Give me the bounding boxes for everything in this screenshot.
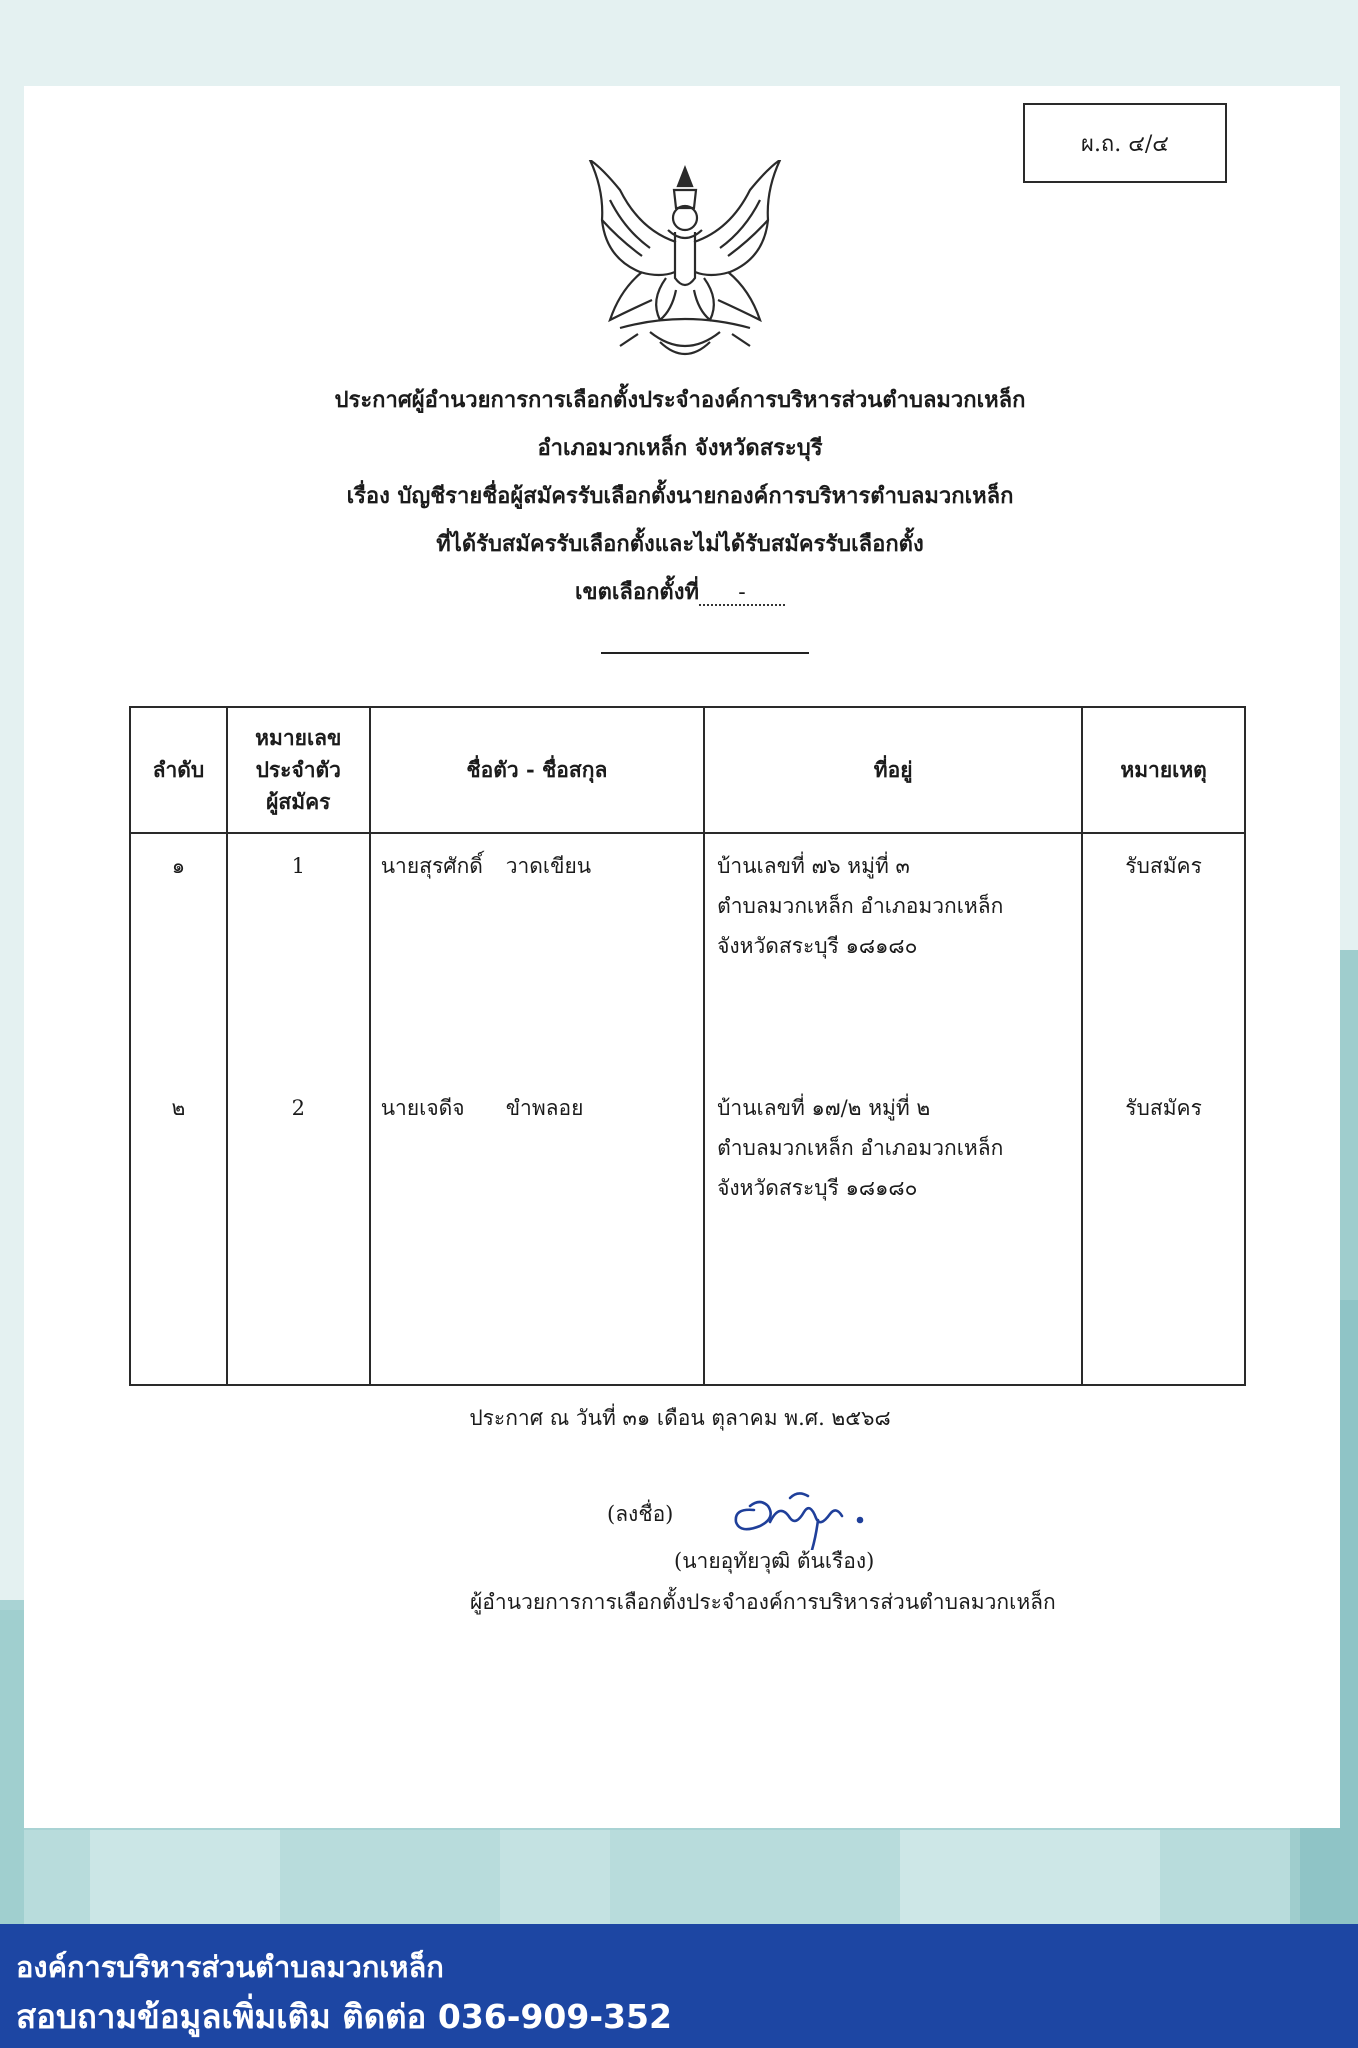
table-header-row: [130, 707, 1245, 833]
address-line: บ้านเลขที่ ๗๖ หมู่ที่ ๓: [717, 854, 910, 878]
header-line-4: ที่ได้รับสมัครรับเลือกตั้งและไม่ได้รับสมัครรับเลือกตั้ง: [436, 531, 924, 557]
table-row: [130, 833, 1245, 1076]
address-line: ตำบลมวกเหล็ก อำเภอมวกเหล็ก: [717, 894, 1004, 918]
col-number-line-3: ผู้สมัคร: [266, 789, 331, 814]
header-line-2: อำเภอมวกเหล็ก จังหวัดสระบุรี: [537, 435, 823, 461]
col-remark: หมายเหตุ: [1082, 707, 1245, 833]
signer-title: ผู้อำนวยการการเลือกตั้งประจำองค์การบริหารส่วนตำบลมวกเหล็ก: [470, 1590, 1056, 1614]
footer-org-name: องค์การบริหารส่วนตำบลมวกเหล็ก: [16, 1950, 444, 1984]
district-value: -: [699, 582, 785, 606]
signer-name: (นายอุทัยวุฒิ ต้นเรือง): [674, 1549, 875, 1573]
divider: [601, 652, 809, 654]
cell-number: 1: [227, 833, 370, 1076]
handwritten-signature: [720, 1480, 890, 1550]
signature-label: (ลงชื่อ): [607, 1502, 674, 1526]
cell-name: [370, 1076, 704, 1385]
cell-number: 2: [227, 1076, 370, 1385]
header-line-1: ประกาศผู้อำนวยการการเลือกตั้งประจำองค์การบริหารส่วนตำบลมวกเหล็ก: [334, 387, 1026, 413]
cell-address: [704, 833, 1082, 1076]
address-line: ตำบลมวกเหล็ก อำเภอมวกเหล็ก: [717, 1136, 1004, 1160]
announcement-date: ประกาศ ณ วันที่ ๓๑ เดือน ตุลาคม พ.ศ. ๒๕๖๘: [469, 1406, 891, 1430]
first-name: นายเจดีจ: [380, 1096, 465, 1120]
col-number: [227, 707, 370, 833]
header-subject: เรื่อง บัญชีรายชื่อผู้สมัครรับเลือกตั้งนายกองค์การบริหารตำบลมวกเหล็ก: [346, 483, 1014, 509]
cell-order: ๒: [130, 1076, 227, 1385]
col-number-line-1: หมายเลข: [255, 725, 342, 750]
cell-order: ๑: [130, 833, 227, 1076]
table-row: [130, 1076, 1245, 1385]
garuda-emblem-icon: [580, 160, 790, 368]
first-name: นายสุรศักดิ์: [380, 854, 483, 878]
last-name: ขำพลอย: [505, 1096, 584, 1120]
col-number-line-2: ประจำตัว: [255, 757, 341, 782]
cell-name: [370, 833, 704, 1076]
address-line: จังหวัดสระบุรี ๑๘๑๘๐: [717, 1176, 918, 1200]
footer-banner: [0, 1924, 1358, 2048]
candidate-table: [129, 706, 1246, 1386]
col-name: ชื่อตัว - ชื่อสกุล: [370, 707, 704, 833]
cell-remark: รับสมัคร: [1082, 833, 1245, 1076]
col-address: ที่อยู่: [704, 707, 1082, 833]
form-code-box: [1023, 103, 1227, 183]
last-name: วาดเขียน: [505, 854, 592, 878]
footer-contact: สอบถามข้อมูลเพิ่มเติม ติดต่อ 036-909-352: [16, 1997, 672, 2036]
address-line: บ้านเลขที่ ๑๗/๒ หมู่ที่ ๒: [717, 1096, 931, 1120]
col-order: ลำดับ: [130, 707, 227, 833]
district-line: [240, 577, 1120, 607]
address-line: จังหวัดสระบุรี ๑๘๑๘๐: [717, 934, 918, 958]
form-code: ผ.ถ. ๔/๔: [1081, 131, 1169, 157]
cell-remark: รับสมัคร: [1082, 1076, 1245, 1385]
district-label: เขตเลือกตั้งที่: [575, 579, 699, 605]
cell-address: [704, 1076, 1082, 1385]
